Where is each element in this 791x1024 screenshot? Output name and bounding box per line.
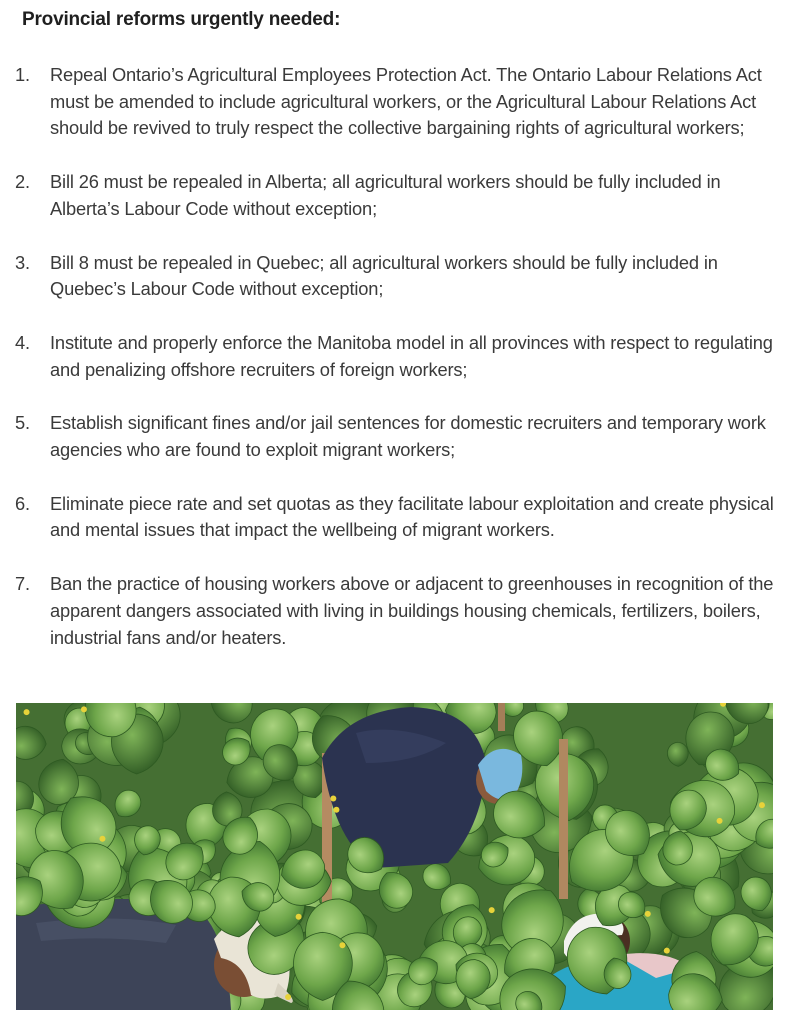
list-item-text: Ban the practice of housing workers above or adjacent to greenhouses in recognition of the apparent dangers associated with living in buildings housing chemicals, fertilizers, boilers, industrial fans and/or heaters. xyxy=(50,573,774,648)
list-item-number: 7. xyxy=(15,573,30,595)
list-item xyxy=(0,330,791,383)
list-item xyxy=(0,169,791,222)
list-item-number: 6. xyxy=(15,492,30,514)
wooden-stake xyxy=(498,703,505,731)
list-item-number: 2. xyxy=(15,171,30,193)
flower xyxy=(296,914,302,920)
list-item xyxy=(0,491,791,544)
list-item-text: Bill 26 must be repealed in Alberta; all agricultural workers should be fully included in Alberta’s Labour Code without exception; xyxy=(50,171,721,219)
list-item xyxy=(0,250,791,303)
list-item xyxy=(0,571,791,651)
flower xyxy=(489,907,495,913)
list-item-text: Bill 8 must be repealed in Quebec; all agricultural workers should be fully included in Quebec’s Labour Code without exception; xyxy=(50,251,718,300)
flower xyxy=(645,911,651,917)
section-heading: Provincial reforms urgently needed: xyxy=(22,9,341,30)
list-item xyxy=(0,62,791,142)
flower xyxy=(81,706,87,712)
reform-list xyxy=(0,62,791,678)
list-item-text: Repeal Ontario’s Agricultural Employees Protection Act. The Ontario Labour Relations Act must be amended to include agricultural workers, or the Agricultural Labour Relations Act should be revived to truly respect the collective bargaining rights of agricultural workers; xyxy=(50,64,762,139)
flower xyxy=(285,994,291,1000)
list-item-number: 3. xyxy=(15,251,30,273)
flower xyxy=(330,796,336,802)
list-item-text: Institute and properly enforce the Manitoba model in all provinces with respect to regulating and penalizing offshore recruiters of foreign workers; xyxy=(50,331,773,380)
list-item-number: 5. xyxy=(15,412,30,434)
list-item-number: 4. xyxy=(15,331,30,353)
farm-workers-illustration xyxy=(16,703,773,1010)
list-item-number: 1. xyxy=(15,64,30,85)
list-item-text: Eliminate piece rate and set quotas as they facilitate labour exploitation and create physical and mental issues that impact the wellbeing of migrant workers. xyxy=(50,492,774,541)
flower xyxy=(99,836,105,842)
flower xyxy=(24,709,30,715)
flower xyxy=(717,818,723,824)
flower xyxy=(339,942,345,948)
wooden-stake xyxy=(559,739,568,899)
flower xyxy=(759,802,765,808)
flower xyxy=(664,948,670,954)
list-item xyxy=(0,410,791,463)
list-item-text: Establish significant fines and/or jail sentences for domestic recruiters and temporary work agencies who are found to exploit migrant workers; xyxy=(50,412,766,461)
flower xyxy=(333,807,339,813)
farm-workers-photo xyxy=(16,703,773,1010)
